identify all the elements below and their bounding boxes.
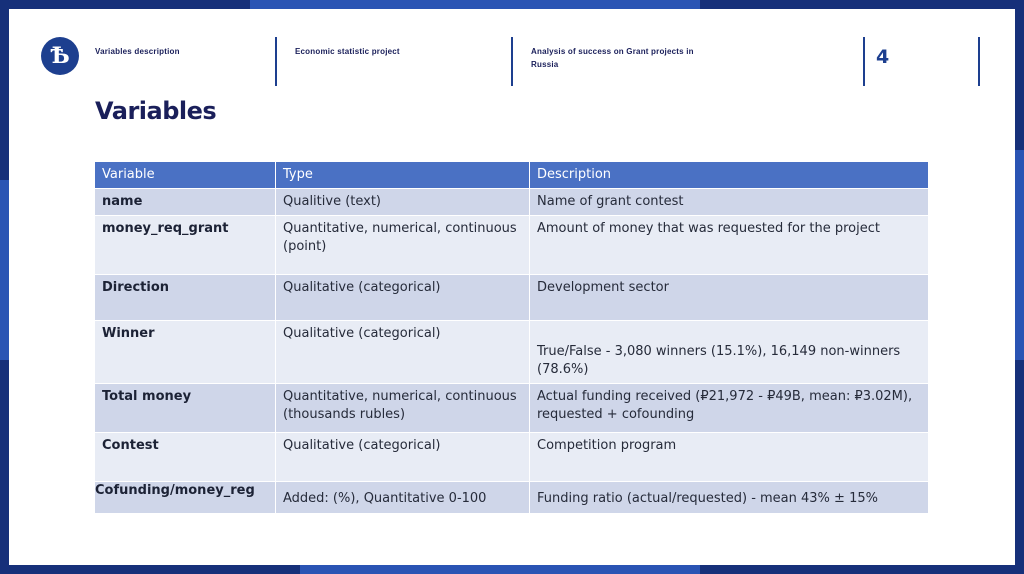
- table-header-row: [95, 162, 929, 189]
- table-row: [95, 216, 929, 275]
- cell-type: Qualitive (text): [276, 189, 530, 216]
- column-header-variable: Variable: [95, 162, 276, 189]
- variables-table: [94, 161, 929, 514]
- cell-variable: Direction: [95, 275, 276, 321]
- header-divider: [511, 37, 513, 86]
- header-section-title: Variables description: [95, 47, 180, 56]
- cell-variable: Total money: [95, 384, 276, 433]
- cell-description-text: True/False - 3,080 winners (15.1%), 16,149 non-winners (78.6%): [537, 344, 901, 377]
- cell-variable: money_req_grant: [95, 216, 276, 275]
- header-project-title: Economic statistic project: [295, 47, 400, 56]
- cell-type-text: Added: (%), Quantitative 0-100: [283, 491, 487, 506]
- cell-description: [530, 321, 929, 384]
- cell-description: Competition program: [530, 433, 929, 482]
- cell-variable: Cofunding/money_reg: [95, 482, 276, 514]
- cell-type: [276, 482, 530, 514]
- table-row: [95, 275, 929, 321]
- table-row: [95, 482, 929, 514]
- slide-title: Variables: [95, 97, 217, 125]
- cell-type: Quantitative, numerical, continuous (point): [276, 216, 530, 275]
- cell-type: Qualitative (categorical): [276, 275, 530, 321]
- column-header-type: Type: [276, 162, 530, 189]
- cell-description: Name of grant contest: [530, 189, 929, 216]
- page-number: 4: [876, 46, 890, 68]
- cell-description: Development sector: [530, 275, 929, 321]
- table-row: [95, 189, 929, 216]
- column-header-description: Description: [530, 162, 929, 189]
- table-row: [95, 384, 929, 433]
- header-divider: [978, 37, 980, 86]
- background-tile-left: [0, 180, 9, 360]
- cell-variable: Contest: [95, 433, 276, 482]
- table-row: [95, 321, 929, 384]
- cell-variable: Winner: [95, 321, 276, 384]
- background-tile-top: [250, 0, 700, 9]
- cell-description-text: Funding ratio (actual/requested) - mean 43% ± 15%: [537, 491, 878, 506]
- cell-type: Qualitative (categorical): [276, 321, 530, 384]
- cell-type: Qualitative (categorical): [276, 433, 530, 482]
- header-analysis-title: Analysis of success on Grant projects in Russia: [531, 47, 694, 69]
- table-row: [95, 433, 929, 482]
- background-tile-right: [1015, 150, 1024, 360]
- header-divider: [275, 37, 277, 86]
- cell-description: Amount of money that was requested for the project: [530, 216, 929, 275]
- cell-variable: name: [95, 189, 276, 216]
- header-divider: [863, 37, 865, 86]
- cell-type: Quantitative, numerical, continuous (thousands rubles): [276, 384, 530, 433]
- hse-logo-icon: Ѣ: [41, 37, 79, 75]
- cell-description: [530, 482, 929, 514]
- cell-description: Actual funding received (₽21,972 - ₽49B, mean: ₽3.02M), requested + cofounding: [530, 384, 929, 433]
- background-tile-bottom: [300, 565, 700, 574]
